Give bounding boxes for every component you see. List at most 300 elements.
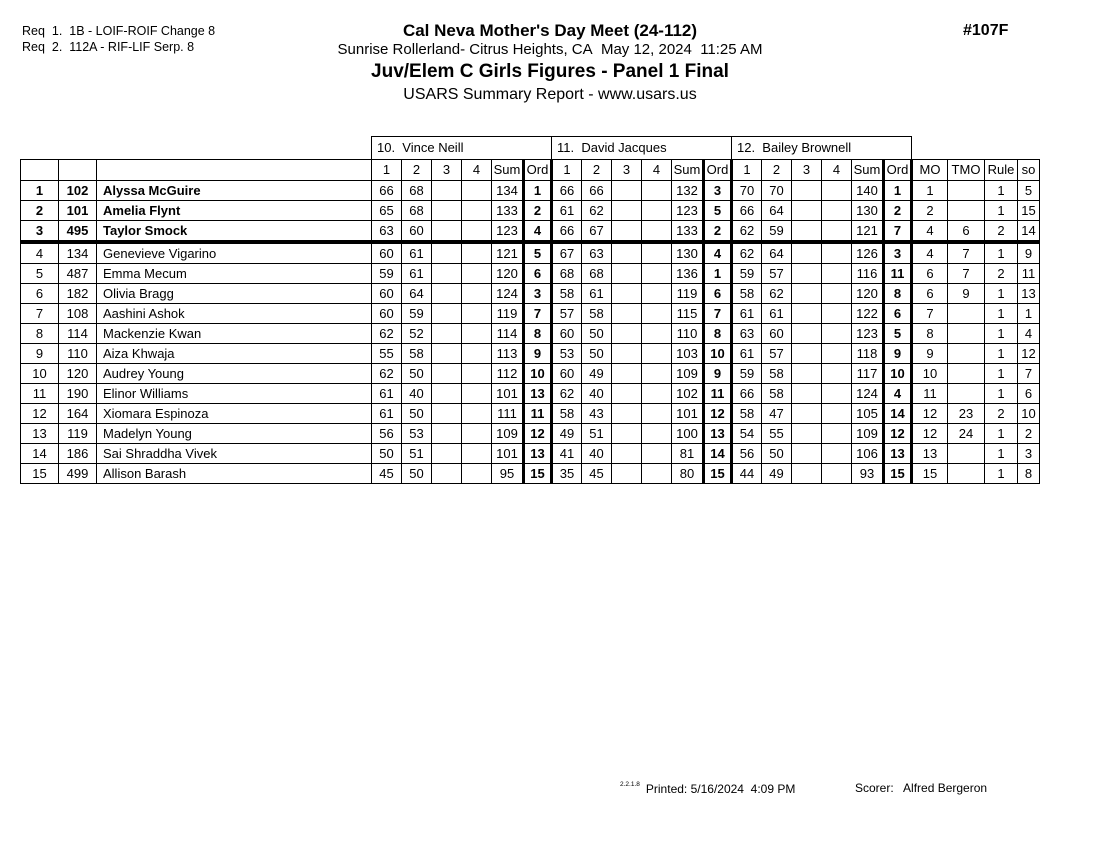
- contestant-number-cell: 182: [59, 284, 97, 304]
- judge-score-cell: 66: [732, 384, 762, 404]
- judge-score-cell: [462, 242, 492, 264]
- judge-score-cell: [612, 344, 642, 364]
- judge-score-cell: 35: [552, 464, 582, 484]
- result-row: [21, 201, 1040, 221]
- majority-ordinal-cell: 6: [912, 264, 948, 284]
- result-row: [21, 444, 1040, 464]
- judge-sum-cell: 116: [852, 264, 884, 284]
- judge-sum-cell: 102: [672, 384, 704, 404]
- judge-ordinal-cell: 3: [704, 181, 732, 201]
- judge-score-cell: 50: [762, 444, 792, 464]
- place-cell: 4: [21, 242, 59, 264]
- result-row: [21, 264, 1040, 284]
- judge-score-cell: [792, 404, 822, 424]
- judge-ordinal-cell: 6: [884, 304, 912, 324]
- judge-ordinal-cell: 9: [704, 364, 732, 384]
- judge-score-cell: 60: [402, 221, 432, 243]
- col-header-ord: Ord: [524, 160, 552, 181]
- judge-score-cell: [462, 221, 492, 243]
- col-header-place: [21, 160, 59, 181]
- col-header-score-4: 4: [642, 160, 672, 181]
- skater-name-cell: Aashini Ashok: [97, 304, 372, 324]
- col-header-score-1: 1: [552, 160, 582, 181]
- judge-header: 12. Bailey Brownell: [732, 137, 912, 160]
- judge-score-cell: [432, 221, 462, 243]
- rule-cell: 1: [985, 464, 1018, 484]
- judge-score-cell: [642, 181, 672, 201]
- judge-sum-cell: 115: [672, 304, 704, 324]
- majority-ordinal-cell: 4: [912, 221, 948, 243]
- judge-ordinal-cell: 9: [884, 344, 912, 364]
- col-header-score-3: 3: [792, 160, 822, 181]
- judge-score-cell: 62: [582, 201, 612, 221]
- skater-name-cell: Emma Mecum: [97, 264, 372, 284]
- judge-score-cell: 55: [762, 424, 792, 444]
- table-head: [21, 137, 1040, 181]
- judge-score-cell: [822, 264, 852, 284]
- place-cell: 13: [21, 424, 59, 444]
- majority-ordinal-cell: 10: [912, 364, 948, 384]
- judge-sum-cell: 112: [492, 364, 524, 384]
- judge-sum-cell: 121: [852, 221, 884, 243]
- judge-score-cell: [432, 264, 462, 284]
- judge-sum-cell: 101: [492, 444, 524, 464]
- judge-ordinal-cell: 10: [884, 364, 912, 384]
- judge-score-cell: [792, 242, 822, 264]
- majority-ordinal-cell: 2: [912, 201, 948, 221]
- judge-ordinal-cell: 1: [704, 264, 732, 284]
- judge-score-cell: 60: [762, 324, 792, 344]
- judge-score-cell: 61: [552, 201, 582, 221]
- contestant-number-cell: 134: [59, 242, 97, 264]
- place-cell: 10: [21, 364, 59, 384]
- judge-sum-cell: 117: [852, 364, 884, 384]
- judge-ordinal-cell: 10: [704, 344, 732, 364]
- sum-ordinals-cell: 12: [1018, 344, 1040, 364]
- skater-name-cell: Mackenzie Kwan: [97, 324, 372, 344]
- judge-score-cell: 56: [372, 424, 402, 444]
- judge-score-cell: [822, 444, 852, 464]
- judge-score-cell: [462, 264, 492, 284]
- judge-score-cell: 62: [372, 324, 402, 344]
- judge-score-cell: 50: [582, 324, 612, 344]
- judge-ordinal-cell: 2: [524, 201, 552, 221]
- judge-score-cell: [822, 201, 852, 221]
- judge-score-cell: [642, 201, 672, 221]
- result-row: [21, 181, 1040, 201]
- judge-score-cell: 44: [732, 464, 762, 484]
- rule-cell: 1: [985, 384, 1018, 404]
- judge-score-cell: [612, 242, 642, 264]
- judge-score-cell: [822, 464, 852, 484]
- result-row: [21, 384, 1040, 404]
- judge-score-cell: 66: [582, 181, 612, 201]
- printed-value: 5/16/2024 4:09 PM: [690, 782, 796, 796]
- judge-ordinal-cell: 11: [884, 264, 912, 284]
- skater-name-cell: Genevieve Vigarino: [97, 242, 372, 264]
- total-majority-ordinal-cell: 24: [948, 424, 985, 444]
- judge-score-cell: [642, 464, 672, 484]
- judge-score-cell: [822, 181, 852, 201]
- judge-score-cell: 58: [552, 284, 582, 304]
- judge-score-cell: [612, 201, 642, 221]
- judge-score-cell: 64: [762, 201, 792, 221]
- judge-score-cell: [642, 284, 672, 304]
- judge-header: 10. Vince Neill: [372, 137, 552, 160]
- judge-score-cell: 45: [582, 464, 612, 484]
- judge-score-cell: [462, 384, 492, 404]
- judge-sum-cell: 140: [852, 181, 884, 201]
- place-cell: 3: [21, 221, 59, 243]
- judge-score-cell: [432, 201, 462, 221]
- majority-ordinal-cell: 13: [912, 444, 948, 464]
- judge-score-cell: 57: [762, 264, 792, 284]
- footer-printed-line: [620, 781, 795, 796]
- judge-sum-cell: 123: [492, 221, 524, 243]
- col-header-rule: Rule: [985, 160, 1018, 181]
- col-header-sum: Sum: [492, 160, 524, 181]
- judge-score-cell: 60: [552, 324, 582, 344]
- col-header-score-3: 3: [612, 160, 642, 181]
- col-header-sum: Sum: [852, 160, 884, 181]
- judge-sum-cell: 133: [672, 221, 704, 243]
- contestant-number-cell: 102: [59, 181, 97, 201]
- judge-sum-cell: 123: [672, 201, 704, 221]
- judge-sum-cell: 103: [672, 344, 704, 364]
- judge-ordinal-cell: 6: [704, 284, 732, 304]
- majority-ordinal-cell: 7: [912, 304, 948, 324]
- judge-ordinal-cell: 13: [524, 444, 552, 464]
- judge-score-cell: [612, 364, 642, 384]
- judge-score-cell: 61: [582, 284, 612, 304]
- sum-ordinals-cell: 10: [1018, 404, 1040, 424]
- contestant-number-cell: 108: [59, 304, 97, 324]
- judge-score-cell: 68: [402, 181, 432, 201]
- judge-score-cell: [432, 344, 462, 364]
- judge-score-cell: [462, 364, 492, 384]
- judge-ordinal-cell: 14: [704, 444, 732, 464]
- judge-ordinal-cell: 12: [884, 424, 912, 444]
- judge-sum-cell: 80: [672, 464, 704, 484]
- skater-name-cell: Amelia Flynt: [97, 201, 372, 221]
- total-majority-ordinal-cell: 7: [948, 264, 985, 284]
- judge-score-cell: 62: [372, 364, 402, 384]
- rule-cell: 1: [985, 424, 1018, 444]
- judge-score-cell: 58: [402, 344, 432, 364]
- place-cell: 12: [21, 404, 59, 424]
- total-majority-ordinal-cell: [948, 464, 985, 484]
- judge-score-cell: 40: [402, 384, 432, 404]
- judge-ordinal-cell: 11: [704, 384, 732, 404]
- judge-score-cell: [642, 364, 672, 384]
- judge-score-cell: 62: [732, 221, 762, 243]
- sum-ordinals-cell: 5: [1018, 181, 1040, 201]
- rule-cell: 1: [985, 444, 1018, 464]
- majority-ordinal-cell: 1: [912, 181, 948, 201]
- judge-score-cell: [462, 464, 492, 484]
- result-row: [21, 344, 1040, 364]
- skater-name-cell: Alyssa McGuire: [97, 181, 372, 201]
- judge-score-cell: 45: [372, 464, 402, 484]
- column-header-row: [21, 160, 1040, 181]
- col-header-cont: [59, 160, 97, 181]
- judge-header-spacer-right: [912, 137, 1040, 160]
- col-header-score-2: 2: [402, 160, 432, 181]
- judge-score-cell: [822, 344, 852, 364]
- judge-ordinal-cell: 9: [524, 344, 552, 364]
- majority-ordinal-cell: 4: [912, 242, 948, 264]
- total-majority-ordinal-cell: [948, 444, 985, 464]
- judge-score-cell: 53: [402, 424, 432, 444]
- judge-score-cell: [612, 424, 642, 444]
- judge-ordinal-cell: 2: [704, 221, 732, 243]
- judge-score-cell: 59: [732, 364, 762, 384]
- judge-score-cell: [432, 404, 462, 424]
- contestant-number-cell: 119: [59, 424, 97, 444]
- judge-header-spacer-left: [21, 137, 372, 160]
- meet-title: Cal Neva Mother's Day Meet (24-112): [402, 21, 698, 40]
- place-cell: 6: [21, 284, 59, 304]
- total-majority-ordinal-cell: [948, 201, 985, 221]
- judge-score-cell: 58: [552, 404, 582, 424]
- judge-score-cell: 58: [762, 364, 792, 384]
- judge-score-cell: 58: [732, 404, 762, 424]
- rule-cell: 1: [985, 242, 1018, 264]
- judge-score-cell: 49: [762, 464, 792, 484]
- skater-name-cell: Sai Shraddha Vivek: [97, 444, 372, 464]
- total-majority-ordinal-cell: 23: [948, 404, 985, 424]
- judge-score-cell: [462, 201, 492, 221]
- judge-ordinal-cell: 4: [704, 242, 732, 264]
- judge-score-cell: [822, 242, 852, 264]
- col-header-ord: Ord: [704, 160, 732, 181]
- judge-score-cell: [432, 284, 462, 304]
- judge-score-cell: [462, 284, 492, 304]
- judge-score-cell: [612, 264, 642, 284]
- judge-sum-cell: 121: [492, 242, 524, 264]
- judge-sum-cell: 100: [672, 424, 704, 444]
- judge-score-cell: [822, 384, 852, 404]
- rule-cell: 2: [985, 264, 1018, 284]
- judge-sum-cell: 101: [672, 404, 704, 424]
- judge-ordinal-cell: 7: [704, 304, 732, 324]
- judge-score-cell: 56: [732, 444, 762, 464]
- judge-ordinal-cell: 5: [704, 201, 732, 221]
- judge-score-cell: 50: [372, 444, 402, 464]
- judge-sum-cell: 101: [492, 384, 524, 404]
- judge-score-cell: 61: [372, 384, 402, 404]
- footer-scorer-line: [855, 781, 987, 795]
- result-row: [21, 324, 1040, 344]
- rule-cell: 2: [985, 404, 1018, 424]
- judge-score-cell: 54: [732, 424, 762, 444]
- judge-score-cell: [792, 284, 822, 304]
- judge-sum-cell: 120: [492, 264, 524, 284]
- sum-ordinals-cell: 13: [1018, 284, 1040, 304]
- rule-cell: 1: [985, 201, 1018, 221]
- judge-ordinal-cell: 1: [524, 181, 552, 201]
- skater-name-cell: Madelyn Young: [97, 424, 372, 444]
- contestant-number-cell: 120: [59, 364, 97, 384]
- rule-cell: 1: [985, 304, 1018, 324]
- sum-ordinals-cell: 4: [1018, 324, 1040, 344]
- judge-sum-cell: 134: [492, 181, 524, 201]
- place-cell: 14: [21, 444, 59, 464]
- col-header-score-3: 3: [432, 160, 462, 181]
- judge-sum-cell: 133: [492, 201, 524, 221]
- judge-ordinal-cell: 15: [704, 464, 732, 484]
- judge-score-cell: [792, 444, 822, 464]
- judge-score-cell: [792, 221, 822, 243]
- printed-label: Printed:: [645, 782, 688, 796]
- judge-score-cell: 40: [582, 384, 612, 404]
- majority-ordinal-cell: 9: [912, 344, 948, 364]
- judge-score-cell: [642, 404, 672, 424]
- place-cell: 8: [21, 324, 59, 344]
- judge-score-cell: [792, 324, 822, 344]
- col-header-score-4: 4: [822, 160, 852, 181]
- judge-sum-cell: 123: [852, 324, 884, 344]
- judge-score-cell: [612, 444, 642, 464]
- majority-ordinal-cell: 12: [912, 424, 948, 444]
- judge-score-cell: [432, 464, 462, 484]
- place-cell: 5: [21, 264, 59, 284]
- judge-sum-cell: 93: [852, 464, 884, 484]
- scoring-software-version: 2.2.1.8: [620, 781, 640, 788]
- judge-score-cell: 62: [762, 284, 792, 304]
- judge-score-cell: [822, 284, 852, 304]
- col-header-ord: Ord: [884, 160, 912, 181]
- judge-score-cell: [612, 384, 642, 404]
- judge-ordinal-cell: 3: [524, 284, 552, 304]
- judge-score-cell: [462, 304, 492, 324]
- rule-cell: 1: [985, 181, 1018, 201]
- judge-score-cell: [642, 424, 672, 444]
- judge-sum-cell: 136: [672, 264, 704, 284]
- judge-score-cell: [432, 384, 462, 404]
- judge-sum-cell: 130: [852, 201, 884, 221]
- judge-score-cell: 60: [372, 304, 402, 324]
- majority-ordinal-cell: 6: [912, 284, 948, 304]
- judge-ordinal-cell: 2: [884, 201, 912, 221]
- judge-score-cell: 64: [762, 242, 792, 264]
- judge-score-cell: [792, 181, 822, 201]
- judge-ordinal-cell: 7: [524, 304, 552, 324]
- sum-ordinals-cell: 8: [1018, 464, 1040, 484]
- judge-sum-cell: 113: [492, 344, 524, 364]
- judge-score-cell: [792, 304, 822, 324]
- judge-score-cell: 50: [402, 364, 432, 384]
- skater-name-cell: Elinor Williams: [97, 384, 372, 404]
- sum-ordinals-cell: 2: [1018, 424, 1040, 444]
- judge-score-cell: [822, 364, 852, 384]
- total-majority-ordinal-cell: [948, 384, 985, 404]
- judge-score-cell: 61: [372, 404, 402, 424]
- col-header-score-2: 2: [582, 160, 612, 181]
- judge-score-cell: [432, 324, 462, 344]
- col-header-tmo: TMO: [948, 160, 985, 181]
- judge-score-cell: [462, 324, 492, 344]
- judge-name-row: [21, 137, 1040, 160]
- judge-score-cell: 63: [582, 242, 612, 264]
- col-header-score-1: 1: [372, 160, 402, 181]
- result-row: [21, 284, 1040, 304]
- judge-sum-cell: 130: [672, 242, 704, 264]
- judge-score-cell: [822, 404, 852, 424]
- judge-sum-cell: 124: [492, 284, 524, 304]
- judge-score-cell: 67: [582, 221, 612, 243]
- judge-score-cell: 57: [552, 304, 582, 324]
- judge-sum-cell: 95: [492, 464, 524, 484]
- judge-score-cell: 59: [402, 304, 432, 324]
- judge-score-cell: [612, 181, 642, 201]
- judge-sum-cell: 126: [852, 242, 884, 264]
- judge-score-cell: [432, 242, 462, 264]
- result-row: [21, 242, 1040, 264]
- judge-score-cell: 55: [372, 344, 402, 364]
- judge-score-cell: 61: [402, 264, 432, 284]
- judge-ordinal-cell: 13: [884, 444, 912, 464]
- judge-sum-cell: 109: [672, 364, 704, 384]
- judge-score-cell: 62: [552, 384, 582, 404]
- place-cell: 1: [21, 181, 59, 201]
- judge-score-cell: [642, 444, 672, 464]
- judge-ordinal-cell: 12: [704, 404, 732, 424]
- judge-sum-cell: 120: [852, 284, 884, 304]
- col-header-name: [97, 160, 372, 181]
- skater-name-cell: Olivia Bragg: [97, 284, 372, 304]
- judge-ordinal-cell: 7: [884, 221, 912, 243]
- total-majority-ordinal-cell: [948, 344, 985, 364]
- judge-sum-cell: 114: [492, 324, 524, 344]
- judge-score-cell: [792, 201, 822, 221]
- contestant-number-cell: 190: [59, 384, 97, 404]
- judge-score-cell: [462, 181, 492, 201]
- judge-score-cell: 58: [762, 384, 792, 404]
- judge-ordinal-cell: 4: [524, 221, 552, 243]
- judge-score-cell: 66: [552, 181, 582, 201]
- venue-date-line: Sunrise Rollerland- Citrus Heights, CA May 12, 2024 11:25 AM: [337, 41, 763, 58]
- judge-score-cell: 66: [552, 221, 582, 243]
- judge-sum-cell: 109: [492, 424, 524, 444]
- judge-sum-cell: 119: [492, 304, 524, 324]
- sum-ordinals-cell: 11: [1018, 264, 1040, 284]
- place-cell: 11: [21, 384, 59, 404]
- judge-score-cell: [792, 384, 822, 404]
- judge-ordinal-cell: 3: [884, 242, 912, 264]
- rule-cell: 1: [985, 324, 1018, 344]
- judge-sum-cell: 110: [672, 324, 704, 344]
- contestant-number-cell: 487: [59, 264, 97, 284]
- judge-score-cell: 59: [372, 264, 402, 284]
- requirement-line-1: Req 1. 1B - LOIF-ROIF Change 8: [22, 24, 216, 38]
- contestant-number-cell: 164: [59, 404, 97, 424]
- judge-ordinal-cell: 1: [884, 181, 912, 201]
- judge-score-cell: 60: [372, 284, 402, 304]
- sum-ordinals-cell: 15: [1018, 201, 1040, 221]
- judge-score-cell: 57: [762, 344, 792, 364]
- rule-cell: 1: [985, 364, 1018, 384]
- judge-ordinal-cell: 10: [524, 364, 552, 384]
- judge-ordinal-cell: 4: [884, 384, 912, 404]
- judge-score-cell: 64: [402, 284, 432, 304]
- judge-ordinal-cell: 14: [884, 404, 912, 424]
- judge-sum-cell: 105: [852, 404, 884, 424]
- judge-sum-cell: 81: [672, 444, 704, 464]
- majority-ordinal-cell: 11: [912, 384, 948, 404]
- judge-score-cell: 61: [732, 344, 762, 364]
- result-row: [21, 424, 1040, 444]
